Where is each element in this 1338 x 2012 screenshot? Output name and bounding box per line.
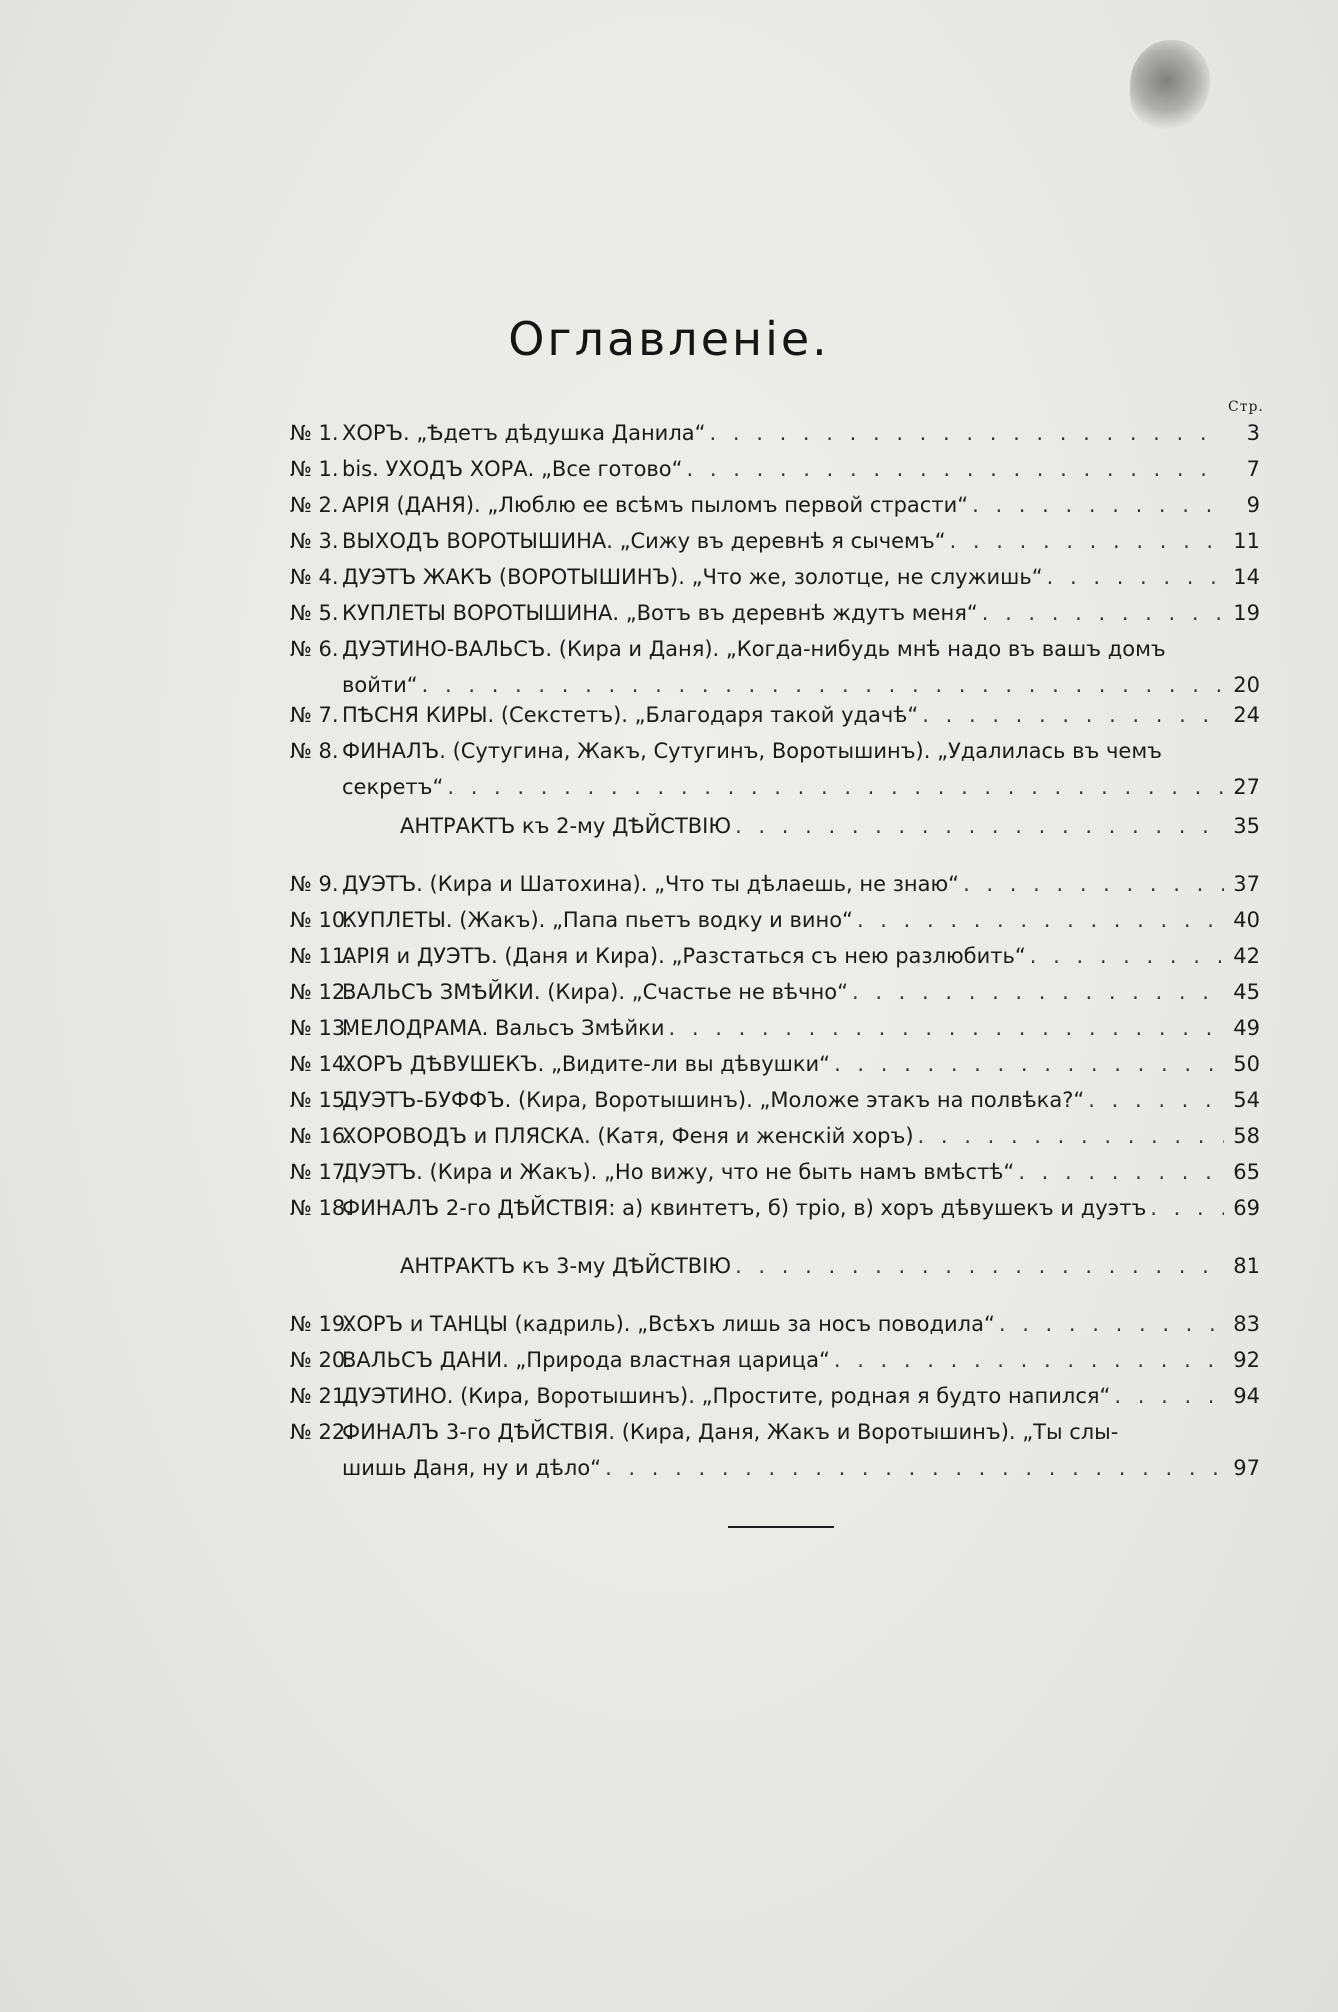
entry-body xyxy=(342,415,1260,451)
toc-entry xyxy=(290,631,1270,703)
entry-number: № 11. xyxy=(290,944,352,968)
dot-leader xyxy=(1114,1378,1224,1414)
entry-number: № 21. xyxy=(290,1384,352,1408)
entry-body xyxy=(342,1118,1260,1154)
entry-body xyxy=(342,1190,1260,1226)
toc-entry xyxy=(290,595,1270,631)
dot-leader xyxy=(605,1450,1224,1486)
entry-title: КУПЛЕТЫ. (Жакъ). „Папа пьетъ водку и вино“ xyxy=(342,908,853,932)
dot-leader xyxy=(999,1306,1224,1342)
entry-number: № 20. xyxy=(290,1348,352,1372)
entry-title: АНТРАКТЪ къ 3-му ДѢЙСТВІЮ xyxy=(400,1254,732,1278)
entry-number: № 17. xyxy=(290,1160,352,1184)
entry-number: № 13. xyxy=(290,1016,352,1040)
entry-title: войти“ xyxy=(342,673,418,697)
entry-page-number: 81 xyxy=(1233,1254,1260,1278)
toc-entry xyxy=(290,1154,1270,1190)
toc-entry xyxy=(290,1306,1270,1342)
entry-title: ДУЭТЪ. (Кира и Шатохина). „Что ты дѣлаешь, не знаю“ xyxy=(342,872,960,896)
entry-number: № 4. xyxy=(290,565,339,589)
entry-title: bis. УХОДЪ ХОРА. „Все готово“ xyxy=(342,457,683,481)
entry-page-number: 50 xyxy=(1233,1052,1260,1076)
toc-entry xyxy=(290,1378,1270,1414)
entry-body xyxy=(342,1010,1260,1046)
entry-body xyxy=(342,1306,1260,1342)
dot-leader xyxy=(735,808,1224,844)
toc-entracte-entry xyxy=(290,1248,1270,1284)
entry-title: ФИНАЛЪ. (Сутугина, Жакъ, Сутугинъ, Воротышинъ). „Удалилась въ чемъ xyxy=(342,739,1162,763)
dot-leader xyxy=(982,595,1224,631)
entry-number: № 1. xyxy=(290,421,339,445)
entry-title: ВЫХОДЪ ВОРОТЫШИНА. „Сижу въ деревнѣ я сычемъ“ xyxy=(342,529,946,553)
toc-entry xyxy=(290,559,1270,595)
entry-body xyxy=(342,631,1260,703)
entry-page-number: 49 xyxy=(1233,1016,1260,1040)
dot-leader xyxy=(972,487,1224,523)
dot-leader xyxy=(687,451,1224,487)
toc-entry xyxy=(290,902,1270,938)
toc-entry xyxy=(290,1010,1270,1046)
toc-entry xyxy=(290,697,1270,733)
entry-page-number: 83 xyxy=(1233,1312,1260,1336)
dot-leader xyxy=(963,866,1224,902)
entry-number: № 1. xyxy=(290,457,339,481)
entry-number: № 14. xyxy=(290,1052,352,1076)
toc-entry xyxy=(290,1342,1270,1378)
entry-body xyxy=(342,1046,1260,1082)
entry-body xyxy=(342,451,1260,487)
entry-number: № 6. xyxy=(290,637,339,661)
dot-leader xyxy=(922,697,1224,733)
entry-number: № 5. xyxy=(290,601,339,625)
entry-page-number: 19 xyxy=(1233,601,1260,625)
entry-title: АНТРАКТЪ къ 2-му ДѢЙСТВІЮ xyxy=(400,814,732,838)
entry-body xyxy=(342,938,1260,974)
dot-leader xyxy=(1018,1154,1224,1190)
dot-leader xyxy=(950,523,1224,559)
entry-page-number: 58 xyxy=(1233,1124,1260,1148)
dot-leader xyxy=(834,1046,1224,1082)
entry-page-number: 27 xyxy=(1233,775,1260,799)
dot-leader xyxy=(735,1248,1224,1284)
entry-body xyxy=(342,733,1260,805)
page-column-header: Стр. xyxy=(1228,399,1264,415)
entry-title: ДУЭТИНО. (Кира, Воротышинъ). „Простите, родная я будто напился“ xyxy=(342,1384,1111,1408)
toc-entry xyxy=(290,415,1270,451)
dot-leader xyxy=(447,769,1224,805)
toc-entry xyxy=(290,733,1270,805)
dot-leader xyxy=(834,1342,1224,1378)
entry-number: № 18. xyxy=(290,1196,352,1220)
dot-leader xyxy=(852,974,1224,1010)
entry-title: ВАЛЬСЪ ДАНИ. „Природа властная царица“ xyxy=(342,1348,830,1372)
dot-leader xyxy=(1150,1190,1224,1226)
entry-title: ПѢСНЯ КИРЫ. (Секстетъ). „Благодаря такой удачѣ“ xyxy=(342,703,919,727)
entry-title: ДУЭТЪ ЖАКЪ (ВОРОТЫШИНЪ). „Что же, золотце, не служишь“ xyxy=(342,565,1043,589)
entry-title: ВАЛЬСЪ ЗМѢЙКИ. (Кира). „Счастье не вѣчно“ xyxy=(342,980,848,1004)
entry-page-number: 37 xyxy=(1233,872,1260,896)
entry-body xyxy=(342,1154,1260,1190)
entry-page-number: 14 xyxy=(1233,565,1260,589)
entry-number: № 15. xyxy=(290,1088,352,1112)
entry-body xyxy=(342,595,1260,631)
entry-page-number: 3 xyxy=(1246,421,1260,445)
entry-page-number: 92 xyxy=(1233,1348,1260,1372)
entry-title: ФИНАЛЪ 3-го ДѢЙСТВІЯ. (Кира, Даня, Жакъ и Воротышинъ). „Ты слы- xyxy=(342,1420,1119,1444)
entry-number: № 8. xyxy=(290,739,339,763)
entry-body xyxy=(342,1378,1260,1414)
toc-entry xyxy=(290,451,1270,487)
entry-title: ДУЭТЪ-БУФФЪ. (Кира, Воротышинъ). „Моложе этакъ на полвѣка?“ xyxy=(342,1088,1085,1112)
entry-title: ДУЭТЪ. (Кира и Жакъ). „Но вижу, что не быть намъ вмѣстѣ“ xyxy=(342,1160,1015,1184)
entry-page-number: 7 xyxy=(1246,457,1260,481)
dot-leader xyxy=(710,415,1224,451)
dot-leader xyxy=(669,1010,1224,1046)
toc-entry xyxy=(290,1190,1270,1226)
entry-number: № 22. xyxy=(290,1420,352,1444)
toc-entry xyxy=(290,523,1270,559)
entry-page-number: 20 xyxy=(1233,673,1260,697)
toc-entry xyxy=(290,974,1270,1010)
entry-title: КУПЛЕТЫ ВОРОТЫШИНА. „Вотъ въ деревнѣ ждутъ меня“ xyxy=(342,601,978,625)
dot-leader xyxy=(1047,559,1224,595)
entry-number: № 3. xyxy=(290,529,339,553)
entry-body xyxy=(342,1082,1260,1118)
entry-page-number: 11 xyxy=(1233,529,1260,553)
entry-title: ХОРЪ и ТАНЦЫ (кадриль). „Всѣхъ лишь за носъ поводила“ xyxy=(342,1312,995,1336)
toc-entry xyxy=(290,1414,1270,1486)
toc-entry xyxy=(290,1118,1270,1154)
entry-page-number: 42 xyxy=(1233,944,1260,968)
entry-page-number: 40 xyxy=(1233,908,1260,932)
entry-page-number: 54 xyxy=(1233,1088,1260,1112)
entry-page-number: 45 xyxy=(1233,980,1260,1004)
entry-body xyxy=(342,523,1260,559)
entry-body xyxy=(342,1342,1260,1378)
entry-title: ФИНАЛЪ 2-го ДѢЙСТВІЯ: а) квинтетъ, б) тріо, в) хоръ дѣвушекъ и дуэтъ xyxy=(342,1196,1147,1220)
entry-number: № 19. xyxy=(290,1312,352,1336)
entry-page-number: 65 xyxy=(1233,1160,1260,1184)
entry-title: ХОРЪ. „Ѣдетъ дѣдушка Данила“ xyxy=(342,421,706,445)
entry-body xyxy=(342,1414,1260,1486)
entry-title: МЕЛОДРАМА. Вальсъ Змѣйки xyxy=(342,1016,665,1040)
entry-page-number: 94 xyxy=(1233,1384,1260,1408)
entry-title: АРІЯ и ДУЭТЪ. (Даня и Кира). „Разстаться съ нею разлюбить“ xyxy=(342,944,1026,968)
entry-number: № 10. xyxy=(290,908,352,932)
ink-stain xyxy=(1130,40,1210,130)
dot-leader xyxy=(918,1118,1224,1154)
dot-leader xyxy=(1088,1082,1224,1118)
entry-page-number: 35 xyxy=(1233,814,1260,838)
toc-entry xyxy=(290,1046,1270,1082)
entry-page-number: 69 xyxy=(1233,1196,1260,1220)
entry-body xyxy=(342,866,1260,902)
entry-page-number: 9 xyxy=(1246,493,1260,517)
entry-number: № 2. xyxy=(290,493,339,517)
toc-entry xyxy=(290,866,1270,902)
entry-body xyxy=(342,902,1260,938)
entry-number: № 7. xyxy=(290,703,339,727)
entry-body xyxy=(342,974,1260,1010)
entry-page-number: 24 xyxy=(1233,703,1260,727)
entry-title: АРІЯ (ДАНЯ). „Люблю ее всѣмъ пыломъ первой страсти“ xyxy=(342,493,969,517)
entry-title: шишь Даня, ну и дѣло“ xyxy=(342,1456,602,1480)
entry-title: ДУЭТИНО-ВАЛЬСЪ. (Кира и Даня). „Когда-нибудь мнѣ надо въ вашъ домъ xyxy=(342,637,1166,661)
dot-leader xyxy=(1030,938,1224,974)
page-title: Оглавленіе. xyxy=(508,312,830,366)
entry-title: ХОРЪ ДѢВУШЕКЪ. „Видите-ли вы дѣвушки“ xyxy=(342,1052,831,1076)
entry-body xyxy=(400,1248,1260,1284)
toc-entracte-entry xyxy=(290,808,1270,844)
entry-number: № 16. xyxy=(290,1124,352,1148)
divider-rule xyxy=(728,1526,834,1528)
entry-number: № 12. xyxy=(290,980,352,1004)
entry-body xyxy=(400,808,1260,844)
toc-entry xyxy=(290,938,1270,974)
entry-page-number: 97 xyxy=(1233,1456,1260,1480)
entry-body xyxy=(342,487,1260,523)
toc-entry xyxy=(290,487,1270,523)
entry-body xyxy=(342,697,1260,733)
entry-body xyxy=(342,559,1260,595)
dot-leader xyxy=(857,902,1224,938)
entry-title: секретъ“ xyxy=(342,775,444,799)
toc-entry xyxy=(290,1082,1270,1118)
entry-title: ХОРОВОДЪ и ПЛЯСКА. (Катя, Феня и женскій хоръ) xyxy=(342,1124,914,1148)
entry-number: № 9. xyxy=(290,872,339,896)
